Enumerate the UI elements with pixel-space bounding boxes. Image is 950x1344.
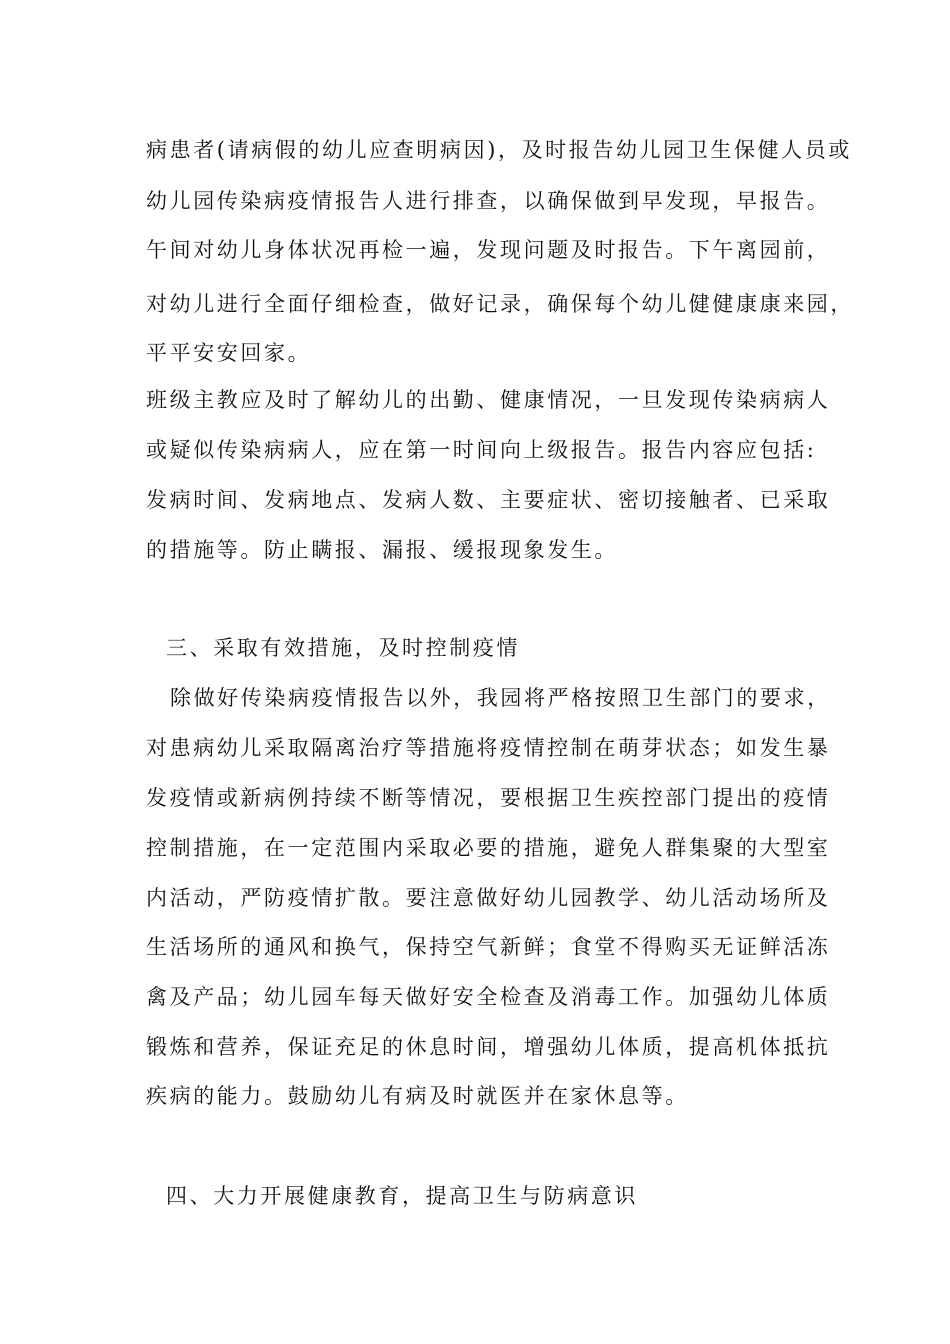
paragraph-line: 生活场所的通风和换气，保持空气新鲜；食堂不得购买无证鲜活冻 bbox=[146, 935, 831, 959]
paragraph-line: 疾病的能力。鼓励幼儿有病及时就医并在家休息等。 bbox=[146, 1084, 689, 1108]
paragraph-line: 对患病幼儿采取隔离治疗等措施将疫情控制在萌芽状态；如发生暴 bbox=[146, 736, 831, 760]
paragraph-line: 或疑似传染病病人，应在第一时间向上级报告。报告内容应包括: bbox=[146, 438, 817, 462]
paragraph-line: 幼儿园传染病疫情报告人进行排查，以确保做到早发现，早报告。 bbox=[146, 189, 831, 213]
paragraph-line: 发疫情或新病例持续不断等情况，要根据卫生疾控部门提出的疫情 bbox=[146, 786, 831, 810]
paragraph-line: 的措施等。防止瞒报、漏报、缓报现象发生。 bbox=[146, 538, 618, 562]
paragraph-line: 班级主教应及时了解幼儿的出勤、健康情况，一旦发现传染病病人 bbox=[146, 388, 831, 412]
section-heading-3: 三、采取有效措施，及时控制疫情 bbox=[166, 636, 520, 660]
paragraph-line: 除做好传染病疫情报告以外，我园将严格按照卫生部门的要求， bbox=[170, 686, 831, 710]
paragraph-line: 锻炼和营养，保证充足的休息时间，增强幼儿体质，提高机体抵抗 bbox=[146, 1035, 831, 1059]
paragraph-line: 病患者(请病假的幼儿应查明病因)，及时报告幼儿园卫生保健人员或 bbox=[146, 138, 852, 162]
section-heading-4: 四、大力开展健康教育，提高卫生与防病意识 bbox=[166, 1184, 638, 1208]
paragraph-line: 对幼儿进行全面仔细检查，做好记录，确保每个幼儿健健康康来园， bbox=[146, 292, 854, 316]
paragraph-line: 禽及产品；幼儿园车每天做好安全检查及消毒工作。加强幼儿体质 bbox=[146, 985, 831, 1009]
paragraph-line: 发病时间、发病地点、发病人数、主要症状、密切接触者、已采取 bbox=[146, 488, 831, 512]
paragraph-line: 内活动，严防疫情扩散。要注意做好幼儿园教学、幼儿活动场所及 bbox=[146, 886, 831, 910]
paragraph-line: 午间对幼儿身体状况再检一遍，发现问题及时报告。下午离园前， bbox=[146, 238, 831, 262]
paragraph-line: 控制措施，在一定范围内采取必要的措施，避免人群集聚的大型室 bbox=[146, 836, 831, 860]
paragraph-line: 平平安安回家。 bbox=[146, 341, 312, 365]
